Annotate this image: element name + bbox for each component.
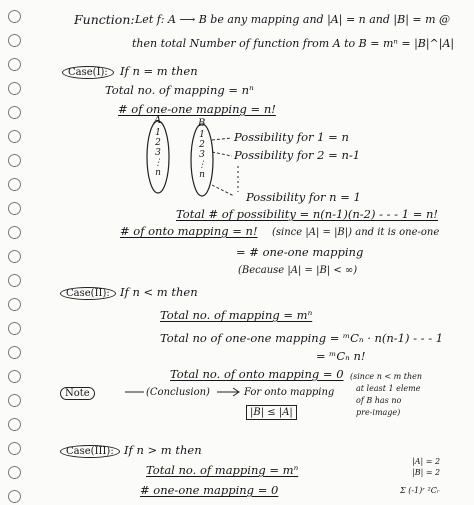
case2-condition: If n < m then xyxy=(120,285,198,299)
case3-label: Case(III): xyxy=(60,444,120,458)
case1-onto-mapping: # of onto mapping = n! xyxy=(120,224,258,238)
case1-label: Case(I): xyxy=(62,65,114,79)
set-a-label: A xyxy=(154,115,162,126)
set-a-elements: 1 2 3 ⋮ n xyxy=(153,128,163,178)
case2-total-mapping: Total no. of mapping = mⁿ xyxy=(160,308,313,322)
total-possibility: Total # of possibility = n(n-1)(n-2) - - - 1 = n! xyxy=(176,207,439,221)
side-note-a: |A| = 2 xyxy=(412,457,441,466)
set-b-elements: 1 2 3 ⋮ n xyxy=(197,130,207,180)
possibility-for-1: Possibility for 1 = n xyxy=(234,130,349,144)
case1-since-note: (since |A| = |B|) and it is one-one xyxy=(272,227,440,238)
case1-because-note: (Because |A| = |B| < ∞) xyxy=(238,265,358,276)
case2-onto-note-2: at least 1 eleme xyxy=(356,384,421,393)
case1-equals-one-one: = # one-one mapping xyxy=(236,245,364,259)
conclusion-label: (Conclusion) xyxy=(146,387,210,398)
case3-condition: If n > m then xyxy=(124,443,202,457)
case2-onto-note-3: of B has no xyxy=(356,396,402,405)
function-definition-line1: Let f: A ⟶ B be any mapping and |A| = n and |B| = m @ xyxy=(135,13,451,26)
possibility-for-n: Possibility for n = 1 xyxy=(246,190,361,204)
case3-total-mapping: Total no. of mapping = mⁿ xyxy=(146,463,299,477)
possibility-for-2: Possibility for 2 = n-1 xyxy=(234,148,361,162)
function-definition-line2: then total Number of function from A to B = mⁿ = |B|^|A| xyxy=(132,37,455,50)
function-title: Function: xyxy=(74,12,135,27)
case2-label: Case(II): xyxy=(60,286,116,300)
case1-total-mapping: Total no. of mapping = nⁿ xyxy=(105,83,254,97)
case2-one-one-result: = ᵐCₙ n! xyxy=(316,349,366,363)
side-note-sum: Σ (-1)ʳ ²Cᵣ xyxy=(400,486,440,495)
note-badge: Note xyxy=(60,386,95,400)
case1-condition: If n = m then xyxy=(120,64,198,78)
set-b-label: B xyxy=(198,118,206,129)
case1-one-one-mapping: # of one-one mapping = n! xyxy=(118,102,276,116)
case2-onto-mapping: Total no. of onto mapping = 0 xyxy=(170,367,344,381)
onto-condition-box: |B| ≤ |A| xyxy=(246,405,297,420)
side-note-b: |B| = 2 xyxy=(412,468,441,477)
case2-onto-note-4: pre-image) xyxy=(356,408,401,417)
case2-one-one-mapping: Total no of one-one mapping = ᵐCₙ · n(n-1) - - - 1 xyxy=(160,331,444,345)
case2-onto-note-1: (since n < m then xyxy=(350,372,423,381)
case3-one-one-mapping: # one-one mapping = 0 xyxy=(140,483,279,497)
onto-condition-label: For onto mapping xyxy=(244,387,335,398)
